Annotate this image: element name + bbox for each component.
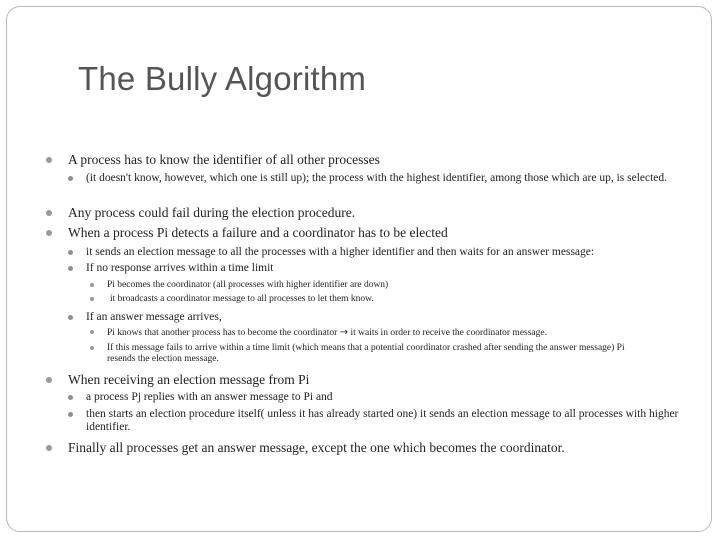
bullet-dot-icon bbox=[90, 297, 94, 301]
bullet-sends-election bbox=[68, 246, 686, 259]
bullet-text: When a process Pi detects a failure and a coordinator has to be elected bbox=[68, 225, 448, 240]
bullet-text: it broadcasts a coordinator message to all processes to let them know. bbox=[110, 294, 374, 304]
bullet-doesnt-know bbox=[68, 172, 686, 185]
bullet-broadcasts bbox=[90, 294, 686, 305]
bullet-answer-arrives bbox=[68, 311, 686, 324]
bullet-dot-icon bbox=[46, 377, 52, 383]
bullet-text: If an answer message arrives, bbox=[86, 311, 222, 323]
bullet-dot-icon bbox=[68, 412, 73, 417]
arrow-right-icon: → bbox=[339, 327, 349, 338]
bullet-receiving-election bbox=[46, 372, 686, 388]
bullet-text: When receiving an election message from Pi bbox=[68, 372, 310, 387]
bullet-text-part: it waits in order to receive the coordinator message. bbox=[350, 328, 547, 338]
bullet-text: Pi becomes the coordinator (all processes with higher identifier are down) bbox=[107, 280, 389, 290]
bullet-dot-icon bbox=[46, 157, 52, 163]
bullet-detects-failure bbox=[46, 225, 686, 241]
bullet-finally bbox=[46, 440, 686, 456]
bullet-dot-icon bbox=[46, 445, 52, 451]
bullet-dot-icon bbox=[90, 283, 94, 287]
bullet-text: then starts an election procedure itself( unless it has already started one) it sends an election message to all processes with higher identifier. bbox=[86, 408, 679, 433]
bullet-starts-election bbox=[68, 408, 686, 434]
bullet-text bbox=[107, 327, 686, 339]
bullet-dot-icon bbox=[68, 395, 73, 400]
bullet-dot-icon bbox=[46, 230, 52, 236]
bullet-text-part: Pi knows that another process has to become the coordinator bbox=[107, 328, 338, 338]
slide-title: The Bully Algorithm bbox=[78, 60, 367, 97]
bullet-dot-icon bbox=[90, 346, 94, 350]
bullet-message-fails bbox=[90, 343, 650, 365]
bullet-text: If this message fails to arrive within a time limit (which means that a potential coordinator crashed after sending the answer message) Pi resends the election message. bbox=[107, 343, 625, 364]
bullet-text: If no response arrives within a time limit bbox=[86, 262, 274, 274]
bullet-know-identifiers bbox=[46, 152, 686, 168]
bullet-text: Any process could fail during the election procedure. bbox=[68, 205, 356, 220]
bullet-dot-icon bbox=[46, 210, 52, 216]
bullet-dot-icon bbox=[68, 176, 73, 181]
bullet-becomes-coordinator bbox=[90, 280, 686, 291]
bullet-could-fail bbox=[46, 205, 686, 221]
bullet-text: Finally all processes get an answer message, except the one which becomes the coordinator. bbox=[68, 440, 565, 455]
bullet-knows-another bbox=[90, 327, 686, 339]
bullet-no-response bbox=[68, 262, 686, 275]
bullet-text: (it doesn't know, however, which one is still up); the process with the highest identifier, among those which are up, is selected. bbox=[86, 172, 668, 184]
bullet-dot-icon bbox=[68, 266, 73, 271]
bullet-dot-icon bbox=[68, 250, 73, 255]
bullet-dot-icon bbox=[68, 315, 73, 320]
bullet-text: it sends an election message to all the processes with a higher identifier and then waits for an answer message: bbox=[86, 246, 595, 258]
bullet-replies-answer bbox=[68, 391, 686, 404]
bullet-dot-icon bbox=[90, 330, 94, 334]
bullet-text: a process Pj replies with an answer message to Pi and bbox=[86, 391, 333, 403]
bullet-text: A process has to know the identifier of all other processes bbox=[68, 152, 380, 167]
